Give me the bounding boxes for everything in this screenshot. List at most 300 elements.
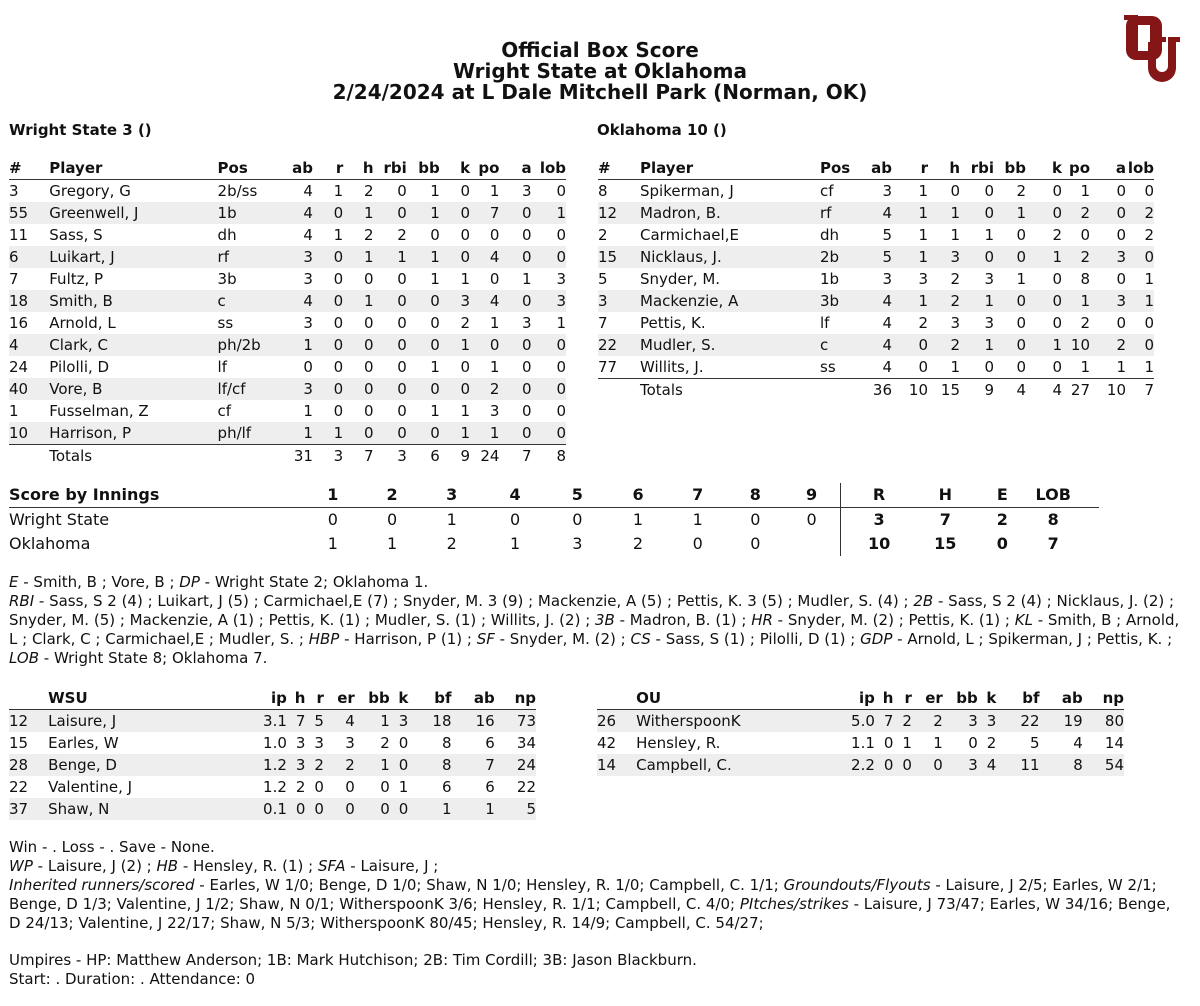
table-cell: 0 — [499, 422, 531, 445]
table-cell: cf — [820, 182, 834, 200]
table-row — [598, 268, 1154, 290]
table-row — [9, 202, 566, 224]
table-cell: 3 — [390, 710, 409, 733]
report-header — [0, 40, 1200, 103]
table-cell: 1 — [9, 402, 19, 420]
column-header: # — [598, 157, 640, 180]
note-text: - Laisure, J ; — [345, 857, 439, 875]
spacer — [597, 687, 636, 710]
table-cell: Luikart, J — [49, 246, 217, 268]
table-cell: 1 — [343, 290, 373, 312]
team-name: Wright State — [9, 510, 110, 529]
home-pitching-table — [597, 687, 1124, 776]
inning-score: 1 — [692, 510, 703, 529]
table-cell: 1 — [532, 202, 566, 224]
table-cell: 2 — [397, 226, 407, 244]
note-text: - Harrison, P (1) ; — [339, 630, 477, 648]
table-cell: 7 — [452, 754, 495, 776]
table-cell: 1 — [440, 422, 470, 445]
table-cell: 1 — [892, 246, 928, 268]
table-cell: 0 — [407, 334, 440, 356]
summary-header: LOB — [1031, 483, 1075, 508]
table-cell: 3 — [1090, 246, 1126, 268]
table-cell: 3 — [928, 246, 960, 268]
inning-header: 9 — [783, 483, 840, 508]
note-label: KL — [1014, 611, 1033, 629]
summary-value: 2 — [996, 510, 1008, 529]
table-cell: 0 — [1144, 182, 1154, 200]
table-cell: 2 — [1016, 182, 1026, 200]
table-cell: Hensley, R. — [636, 734, 721, 752]
table-cell: 2 — [1090, 334, 1126, 356]
table-cell: 1 — [928, 202, 960, 224]
table-cell: 0 — [460, 182, 471, 200]
table-cell: Fusselman, Z — [49, 402, 149, 420]
table-cell: 0 — [1052, 270, 1062, 288]
table-cell: 0 — [333, 402, 344, 420]
table-cell: 1 — [1026, 334, 1062, 356]
table-cell: 4 — [864, 290, 892, 312]
table-cell: 3 — [284, 378, 313, 400]
table-cell: 3 — [943, 754, 978, 776]
table-cell: 0 — [343, 334, 373, 356]
note-text: - Laisure, J (2) ; — [32, 857, 157, 875]
table-cell: 5 — [598, 270, 608, 288]
table-cell: 14 — [1104, 734, 1124, 752]
column-header: k — [1026, 157, 1062, 180]
table-cell: Snyder, M. — [640, 270, 721, 288]
inning-score: 2 — [446, 534, 457, 553]
table-cell: 1 — [284, 422, 313, 445]
column-header: a — [1090, 157, 1126, 180]
table-cell: 0 — [960, 202, 994, 224]
column-header: r — [313, 157, 343, 180]
summary-value: 15 — [934, 534, 957, 553]
column-header: k — [390, 687, 409, 710]
totals-cell: 10 — [1090, 379, 1126, 402]
table-cell: 1 — [374, 246, 407, 268]
table-cell: 34 — [516, 734, 536, 752]
table-cell: 3 — [950, 314, 960, 332]
table-cell: 0 — [333, 358, 344, 376]
table-cell: 0 — [305, 798, 324, 820]
summary-value: 0 — [996, 534, 1008, 553]
table-cell: 0 — [407, 290, 440, 312]
table-cell: 4 — [9, 334, 49, 356]
table-row — [9, 268, 566, 290]
table-cell: 3 — [882, 270, 892, 288]
table-cell: 1 — [1016, 270, 1026, 288]
table-cell: 0 — [499, 246, 531, 268]
table-cell: ss — [217, 314, 234, 332]
table-cell: 1 — [407, 246, 440, 268]
table-cell: 1 — [460, 270, 471, 288]
table-cell: 1 — [1126, 356, 1154, 379]
table-cell: dh — [217, 226, 237, 244]
table-cell: 1 — [407, 202, 440, 224]
table-cell: 0 — [912, 754, 943, 776]
table-cell: 4 — [978, 754, 997, 776]
table-cell: 6 — [485, 734, 495, 752]
table-cell: 0 — [1116, 226, 1126, 244]
table-row — [9, 508, 1099, 533]
table-cell: 0 — [313, 334, 343, 356]
table-cell: 2 — [950, 270, 960, 288]
note-label: Inherited runners/scored — [9, 876, 195, 894]
note-text: - Wright State 8; Oklahoma 7. — [39, 649, 268, 667]
table-cell: 0 — [1052, 182, 1062, 200]
table-cell: 2b/ss — [217, 182, 258, 200]
totals-cell: 7 — [499, 445, 531, 468]
note-label: WP — [9, 857, 33, 875]
summary-value: 7 — [1047, 534, 1059, 553]
note-label: HBP — [308, 630, 340, 648]
table-cell: 5.0 — [840, 710, 875, 733]
table-row — [9, 798, 536, 820]
column-header: ab — [284, 157, 313, 180]
totals-cell: 8 — [532, 445, 566, 468]
table-row — [598, 246, 1154, 268]
table-cell: 0 — [333, 270, 344, 288]
table-row — [9, 224, 566, 246]
inning-score: 1 — [386, 534, 398, 553]
column-header: bf — [408, 687, 451, 710]
column-header: h — [875, 687, 894, 710]
table-cell: 1 — [1090, 356, 1126, 379]
table-cell: 1 — [452, 798, 495, 820]
table-cell: 1b — [218, 202, 284, 224]
totals-cell: 15 — [928, 379, 960, 402]
table-cell: 4 — [284, 290, 313, 312]
table-cell: 3 — [345, 734, 355, 752]
note-text: - Snyder, M. (2) ; — [494, 630, 631, 648]
table-cell: Laisure, J — [48, 710, 252, 733]
score-by-innings-table — [9, 483, 1099, 556]
note-text: - Sass, S 2 (4) ; Nicklaus, J. (2) ; Snyder, M. (5) ; Mackenzie, A (1) ; Pettis, K. (1) ; Mudler, S. (1) ; Willits, J. (2) ; — [9, 592, 1175, 629]
summary-header: E — [973, 483, 1031, 508]
pitching-notes — [9, 838, 1184, 933]
table-cell: 1 — [460, 402, 471, 420]
inning-header: 6 — [608, 483, 668, 508]
totals-cell: Totals — [640, 379, 820, 402]
note-label: DP — [179, 573, 200, 591]
table-cell: 0 — [345, 778, 355, 796]
table-cell: Gregory, G — [49, 182, 131, 200]
table-cell: 1 — [1144, 270, 1154, 288]
table-cell: 0 — [407, 422, 440, 445]
column-header: ab — [1040, 687, 1083, 710]
table-cell: 3 — [287, 754, 306, 776]
table-cell: 2 — [1080, 314, 1090, 332]
totals-cell: 31 — [284, 445, 313, 468]
table-cell: 0 — [556, 226, 566, 244]
note-label: GDP — [860, 630, 893, 648]
column-header: po — [470, 157, 499, 180]
table-cell: Willits, J. — [640, 356, 820, 379]
table-cell: 2 — [460, 314, 471, 332]
table-cell: 77 — [598, 356, 640, 379]
table-cell: 4 — [1073, 734, 1083, 752]
table-cell: 4 — [864, 334, 892, 356]
totals-cell — [9, 445, 49, 468]
table-cell: 0 — [287, 798, 306, 820]
table-cell: 1 — [892, 202, 928, 224]
table-cell: 0 — [313, 290, 343, 312]
table-cell: 1 — [333, 182, 344, 200]
table-cell: 22 — [598, 334, 640, 356]
table-cell: 5 — [864, 246, 892, 268]
table-cell: 37 — [9, 798, 48, 820]
table-cell: 0 — [960, 356, 994, 379]
inning-header: 3 — [420, 483, 483, 508]
table-cell: 0 — [1026, 356, 1062, 379]
table-cell: 0 — [532, 422, 566, 445]
totals-cell — [820, 379, 864, 402]
table-cell: 0 — [364, 358, 374, 376]
table-row — [597, 754, 1124, 776]
table-cell: 2 — [928, 290, 960, 312]
spacer — [1075, 532, 1099, 556]
table-cell: 3b — [820, 290, 864, 312]
table-cell: 0 — [532, 334, 566, 356]
table-cell: 0 — [355, 798, 390, 820]
table-row — [9, 290, 566, 312]
note-text: - Smith, B ; Arnold, L ; Clark, C ; Carmichael,E ; Mudler, S. ; — [9, 611, 1180, 648]
table-cell: 0 — [440, 202, 470, 224]
table-row — [9, 776, 536, 798]
table-cell: 1 — [522, 270, 532, 288]
table-cell: Spikerman, J — [640, 182, 734, 200]
table-cell: WitherspoonK — [636, 710, 840, 733]
table-cell: 0 — [893, 754, 912, 776]
table-cell: 1 — [408, 798, 451, 820]
table-cell: 3 — [556, 270, 566, 288]
column-header: lob — [532, 157, 566, 180]
table-cell: 1 — [1026, 246, 1062, 268]
table-cell: 0 — [397, 182, 407, 200]
table-cell: 0 — [499, 378, 531, 400]
table-cell: 2 — [1062, 246, 1090, 268]
table-cell: 0 — [374, 378, 407, 400]
summary-header: H — [917, 483, 973, 508]
table-cell: 1 — [928, 356, 960, 379]
note-text: - Earles, W 1/0; Benge, D 1/0; Shaw, N 1/0; Hensley, R. 1/0; Campbell, C. 1/1; — [194, 876, 784, 894]
table-cell: 11 — [9, 226, 29, 244]
table-cell: 0 — [499, 334, 531, 356]
table-cell: 1.1 — [851, 734, 875, 752]
inning-score: 0 — [327, 510, 338, 529]
table-cell: 0 — [1016, 226, 1026, 244]
column-header: k — [978, 687, 997, 710]
table-cell: 4 — [882, 314, 892, 332]
table-cell: 1 — [984, 226, 994, 244]
table-cell: 1 — [960, 334, 994, 356]
column-header: r — [892, 157, 928, 180]
table-cell: 0 — [1116, 270, 1126, 288]
score-by-innings-label: Score by Innings — [9, 483, 302, 508]
note-text: - Madron, B. (1) ; — [614, 611, 752, 629]
table-cell: 40 — [9, 378, 49, 400]
note-text: - Sass, S (1) ; Pilolli, D (1) ; — [650, 630, 861, 648]
column-header: er — [324, 687, 355, 710]
column-header: a — [499, 157, 531, 180]
table-row — [9, 532, 1099, 556]
table-cell: Pilolli, D — [49, 358, 110, 376]
table-cell: 2 — [893, 710, 912, 733]
home-batting-table — [598, 157, 1154, 401]
table-cell: 0 — [380, 778, 390, 796]
table-cell: 0 — [875, 754, 894, 776]
table-cell: 15 — [9, 734, 29, 752]
table-cell: 0 — [1026, 202, 1062, 224]
table-cell: 0 — [314, 778, 324, 796]
table-cell: 0 — [407, 378, 440, 400]
table-cell: 2 — [470, 378, 499, 400]
table-cell: Carmichael,E — [640, 226, 739, 244]
table-cell: 3 — [303, 270, 313, 288]
table-cell: 5 — [305, 710, 324, 733]
table-cell: 0 — [343, 378, 373, 400]
table-cell: 0 — [950, 182, 960, 200]
table-cell: 0 — [374, 290, 407, 312]
table-cell: 0 — [556, 358, 566, 376]
table-cell: 22 — [516, 778, 536, 796]
table-cell: 1.2 — [263, 778, 287, 796]
table-cell: 2 — [324, 754, 355, 776]
table-cell: 3 — [9, 182, 19, 200]
table-cell: Greenwell, J — [49, 202, 217, 224]
table-cell: 11 — [996, 754, 1039, 776]
table-row — [9, 378, 566, 400]
table-cell: 0 — [489, 270, 500, 288]
table-cell: 0 — [994, 334, 1026, 356]
inning-score: 0 — [750, 510, 761, 529]
column-header: rbi — [374, 157, 407, 180]
column-header: r — [893, 687, 912, 710]
table-cell: 3 — [284, 246, 313, 268]
table-cell: 0 — [1026, 290, 1062, 312]
table-cell: 0 — [303, 358, 313, 376]
table-cell: Campbell, C. — [636, 754, 840, 776]
summary-value: 3 — [840, 508, 917, 533]
table-cell: 0 — [892, 356, 928, 379]
table-cell: 1 — [430, 402, 440, 420]
inning-score: 0 — [572, 510, 583, 529]
table-cell: rf — [218, 246, 284, 268]
table-cell: 0 — [994, 246, 1026, 268]
table-cell: 3 — [532, 290, 566, 312]
totals-cell — [598, 379, 640, 402]
table-cell: 1 — [994, 202, 1026, 224]
inning-score: 0 — [509, 510, 521, 529]
table-cell: 1 — [430, 358, 440, 376]
table-cell: rf — [820, 202, 864, 224]
table-cell: 8 — [598, 182, 608, 200]
table-row — [9, 710, 536, 733]
table-cell: 2 — [1052, 226, 1062, 244]
spacer — [9, 687, 48, 710]
table-cell: 54 — [1083, 754, 1124, 776]
table-cell: Nicklaus, J. — [640, 246, 820, 268]
table-cell: 0 — [430, 226, 440, 244]
table-cell: 8 — [1080, 270, 1090, 288]
column-header: ab — [864, 157, 892, 180]
table-cell: 3 — [489, 402, 500, 420]
table-cell: 0 — [556, 402, 566, 420]
table-cell: Pettis, K. — [640, 314, 706, 332]
table-cell: Earles, W — [48, 734, 119, 752]
table-cell: 0 — [960, 246, 994, 268]
note-text: Win - . Loss - . Save - None. — [9, 838, 215, 856]
totals-cell: 6 — [407, 445, 440, 468]
totals-cell: 9 — [440, 445, 470, 468]
table-row — [598, 180, 1154, 203]
totals-row — [9, 445, 566, 468]
table-cell: 5 — [1029, 734, 1040, 752]
table-cell: 0 — [397, 270, 407, 288]
table-cell: 0 — [522, 402, 532, 420]
table-cell: 1 — [489, 314, 500, 332]
table-cell: 80 — [1083, 710, 1124, 733]
table-cell: 1 — [489, 182, 500, 200]
column-header: bb — [943, 687, 978, 710]
column-header: h — [928, 157, 960, 180]
table-cell: 4 — [864, 356, 892, 379]
table-cell: 7 — [875, 710, 894, 733]
table-cell: 24 — [495, 754, 536, 776]
table-cell: 0 — [499, 202, 531, 224]
table-cell: cf — [217, 402, 232, 420]
column-header: bf — [996, 687, 1039, 710]
inning-header: 2 — [364, 483, 420, 508]
table-cell: 1 — [430, 270, 440, 288]
column-header: # — [9, 157, 49, 180]
table-cell: 14 — [597, 754, 636, 776]
table-cell: 2b — [820, 246, 864, 268]
column-header: Player — [640, 157, 820, 180]
column-header: bb — [994, 157, 1026, 180]
table-cell: 0 — [374, 334, 407, 356]
table-cell: 3 — [295, 734, 306, 752]
table-cell: 2 — [1126, 202, 1154, 224]
column-header: np — [495, 687, 536, 710]
note-label: 3B — [595, 611, 615, 629]
table-cell: 0 — [333, 314, 344, 332]
note-label: SFA — [317, 857, 346, 875]
table-cell: ss — [820, 356, 864, 379]
table-cell: 0 — [398, 734, 409, 752]
column-header: Pos — [218, 157, 284, 180]
column-header: np — [1083, 687, 1124, 710]
table-cell: 1 — [303, 402, 313, 420]
table-cell: Valentine, J — [48, 778, 133, 796]
date-location: 2/24/2024 at L Dale Mitchell Park (Norman, OK) — [332, 80, 868, 104]
table-cell: 1 — [343, 202, 373, 224]
table-cell: 2 — [364, 182, 374, 200]
table-cell: 15 — [598, 246, 640, 268]
table-cell: 1 — [398, 778, 409, 796]
table-cell: 1 — [933, 734, 943, 752]
totals-cell: 7 — [1126, 379, 1154, 402]
table-cell: 1 — [892, 290, 928, 312]
table-cell: 0 — [489, 226, 500, 244]
table-cell: 3 — [522, 314, 532, 332]
table-cell: 2 — [305, 754, 324, 776]
table-cell: 0 — [994, 290, 1026, 312]
table-cell: 1 — [1062, 356, 1090, 379]
table-cell: 22 — [996, 710, 1039, 733]
table-row — [598, 356, 1154, 379]
